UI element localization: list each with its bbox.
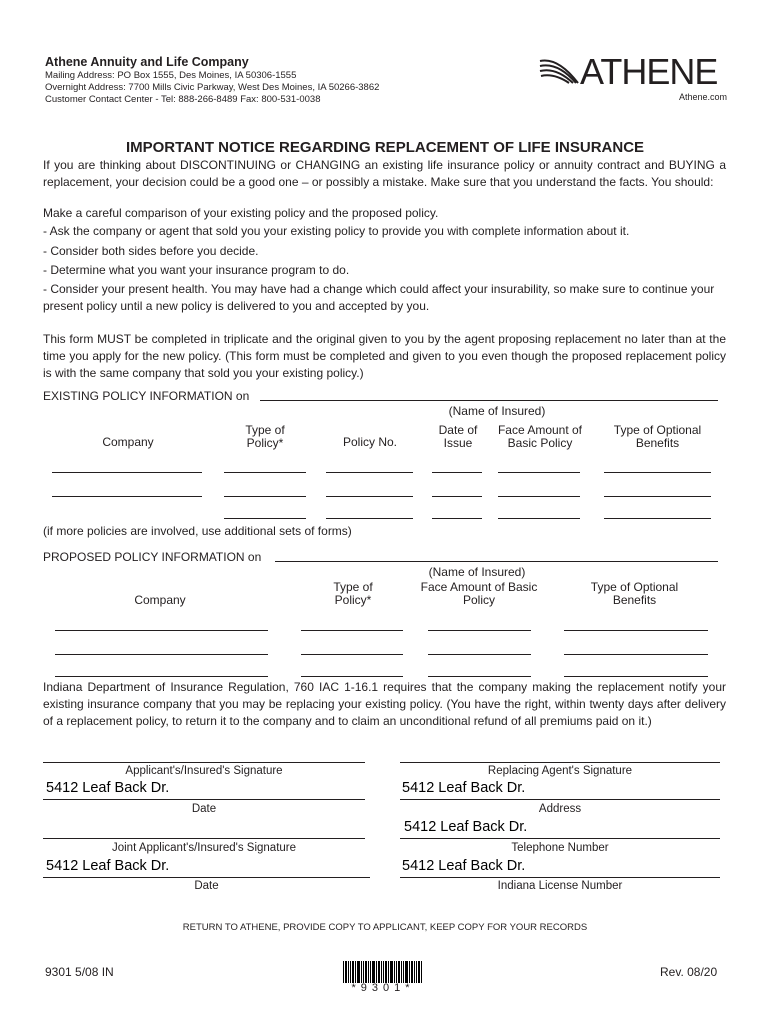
agent-signature-label: Replacing Agent's Signature	[487, 765, 633, 777]
intro-paragraph: If you are thinking about DISCONTINUING or CHANGING an existing life insurance policy or annuity contract and BUYING a replacement, your decision could be a good one – or possibly a mistake. Make sure that you understand the facts. You should:	[43, 158, 726, 189]
existing-insured-field[interactable]	[260, 400, 718, 401]
existing-col-optional: Type of Optional Benefits	[613, 423, 702, 450]
existing-col-date: Date of Issue	[438, 423, 478, 450]
form-number: 9301 5/08 IN	[45, 965, 114, 979]
proposed-optional-field[interactable]	[564, 676, 708, 677]
proposed-label: PROPOSED POLICY INFORMATION on	[43, 550, 262, 564]
proposed-face-field[interactable]	[428, 654, 531, 655]
athene-logo-icon	[538, 55, 582, 87]
address-label: Address	[538, 803, 582, 815]
proposed-optional-field[interactable]	[564, 654, 708, 655]
proposed-col-face: Face Amount of Basic Policy	[420, 580, 538, 607]
existing-optional-field[interactable]	[604, 496, 711, 497]
date2-field[interactable]	[43, 877, 370, 878]
telephone-field[interactable]	[400, 877, 720, 878]
proposed-col-optional: Type of Optional Benefits	[590, 580, 679, 607]
bullet-4: - Consider your present health. You may have had a change which could affect your insurability, so make sure to continue your present policy until a new policy is delivered to you and accepted by you.	[43, 282, 715, 313]
existing-col-company: Company	[102, 435, 154, 449]
date-label-1: Date	[191, 803, 217, 815]
telephone-value[interactable]: 5412 Leaf Back Dr.	[402, 858, 526, 874]
date-label-2: Date	[194, 880, 219, 892]
proposed-company-field[interactable]	[55, 654, 268, 655]
mailing-address: Mailing Address: PO Box 1555, Des Moines, IA 50306-1555	[45, 70, 297, 81]
indiana-notice: Indiana Department of Insurance Regulation, 760 IAC 1-16.1 requires that the company making the replacement notify your existing insurance company that you may be replacing your existing policy. (You have the right, within twenty days after delivery of a replacement policy, to return it to the company and to claim an unconditional refund of all premiums paid on it.)	[43, 680, 726, 728]
existing-date-field[interactable]	[432, 518, 482, 519]
existing-company-field[interactable]	[52, 496, 202, 497]
joint-signature-label: Joint Applicant's/Insured's Signature	[111, 842, 297, 854]
logo-text: ATHENE	[580, 51, 718, 92]
existing-col-type: Type of Policy*	[245, 423, 285, 450]
joint-signature-field[interactable]	[43, 838, 365, 839]
agent-value[interactable]: 5412 Leaf Back Dr.	[402, 780, 526, 796]
proposed-col-type: Type of Policy*	[333, 580, 373, 607]
applicant-signature-field[interactable]	[43, 762, 365, 763]
existing-type-field[interactable]	[224, 518, 306, 519]
existing-date-field[interactable]	[432, 496, 482, 497]
proposed-face-field[interactable]	[428, 630, 531, 631]
address-field[interactable]	[400, 838, 720, 839]
company-name: Athene Annuity and Life Company	[45, 55, 249, 69]
page-title: IMPORTANT NOTICE REGARDING REPLACEMENT OF LIFE INSURANCE	[125, 139, 645, 156]
existing-policy-no-field[interactable]	[326, 472, 413, 473]
existing-col-policy-no: Policy No.	[342, 435, 398, 449]
existing-face-field[interactable]	[498, 496, 580, 497]
existing-policy-no-field[interactable]	[326, 518, 413, 519]
revision: Rev. 08/20	[660, 965, 718, 979]
existing-face-field[interactable]	[498, 518, 580, 519]
proposed-company-field[interactable]	[55, 630, 268, 631]
existing-label: EXISTING POLICY INFORMATION on	[43, 389, 250, 403]
address-value[interactable]: 5412 Leaf Back Dr.	[404, 819, 528, 835]
address-line-top	[400, 799, 720, 800]
license-label: Indiana License Number	[497, 880, 623, 892]
existing-policy-no-field[interactable]	[326, 496, 413, 497]
existing-date-field[interactable]	[432, 472, 482, 473]
existing-type-field[interactable]	[224, 496, 306, 497]
bullet-3: - Determine what you want your insurance program to do.	[43, 263, 350, 277]
existing-optional-field[interactable]	[604, 472, 711, 473]
proposed-insured-field[interactable]	[275, 561, 718, 562]
existing-name-of-insured: (Name of Insured)	[448, 404, 546, 418]
date1-field[interactable]	[43, 799, 365, 800]
intro-compare: Make a careful comparison of your existing policy and the proposed policy.	[43, 206, 439, 220]
bullet-1: - Ask the company or agent that sold you your existing policy to provide you with complete information about it.	[43, 224, 630, 238]
applicant-signature-label: Applicant's/Insured's Signature	[125, 765, 283, 777]
existing-col-face: Face Amount of Basic Policy	[497, 423, 583, 450]
agent-signature-field[interactable]	[400, 762, 720, 763]
existing-type-field[interactable]	[224, 472, 306, 473]
proposed-optional-field[interactable]	[564, 630, 708, 631]
bullet-2: - Consider both sides before you decide.	[43, 244, 259, 258]
contact-info: Customer Contact Center - Tel: 888-266-8489 Fax: 800-531-0038	[45, 94, 321, 105]
telephone-label: Telephone Number	[511, 842, 609, 854]
existing-company-field[interactable]	[52, 472, 202, 473]
proposed-type-field[interactable]	[301, 630, 403, 631]
existing-optional-field[interactable]	[604, 518, 711, 519]
barcode-text: *9301*	[351, 982, 415, 994]
website: Athene.com	[679, 92, 728, 102]
form-instructions: This form MUST be completed in triplicate and the original given to you by the agent proposing replacement no later than at the time you apply for the new policy. (This form must be completed and given to you even though the proposed replacement policy is with the same company that sold you your existing policy.)	[43, 332, 726, 380]
proposed-type-field[interactable]	[301, 676, 403, 677]
return-note: RETURN TO ATHENE, PROVIDE COPY TO APPLICANT, KEEP COPY FOR YOUR RECORDS	[182, 922, 588, 933]
proposed-face-field[interactable]	[428, 676, 531, 677]
proposed-col-company: Company	[134, 593, 186, 607]
date1-value[interactable]: 5412 Leaf Back Dr.	[46, 780, 170, 796]
more-policies-note: (if more policies are involved, use additional sets of forms)	[43, 524, 352, 538]
overnight-address: Overnight Address: 7700 Mills Civic Parkway, West Des Moines, IA 50266-3862	[45, 82, 380, 93]
proposed-type-field[interactable]	[301, 654, 403, 655]
proposed-company-field[interactable]	[55, 676, 268, 677]
barcode-icon	[343, 961, 423, 983]
existing-face-field[interactable]	[498, 472, 580, 473]
date2-value[interactable]: 5412 Leaf Back Dr.	[46, 858, 170, 874]
proposed-name-of-insured: (Name of Insured)	[428, 565, 526, 579]
